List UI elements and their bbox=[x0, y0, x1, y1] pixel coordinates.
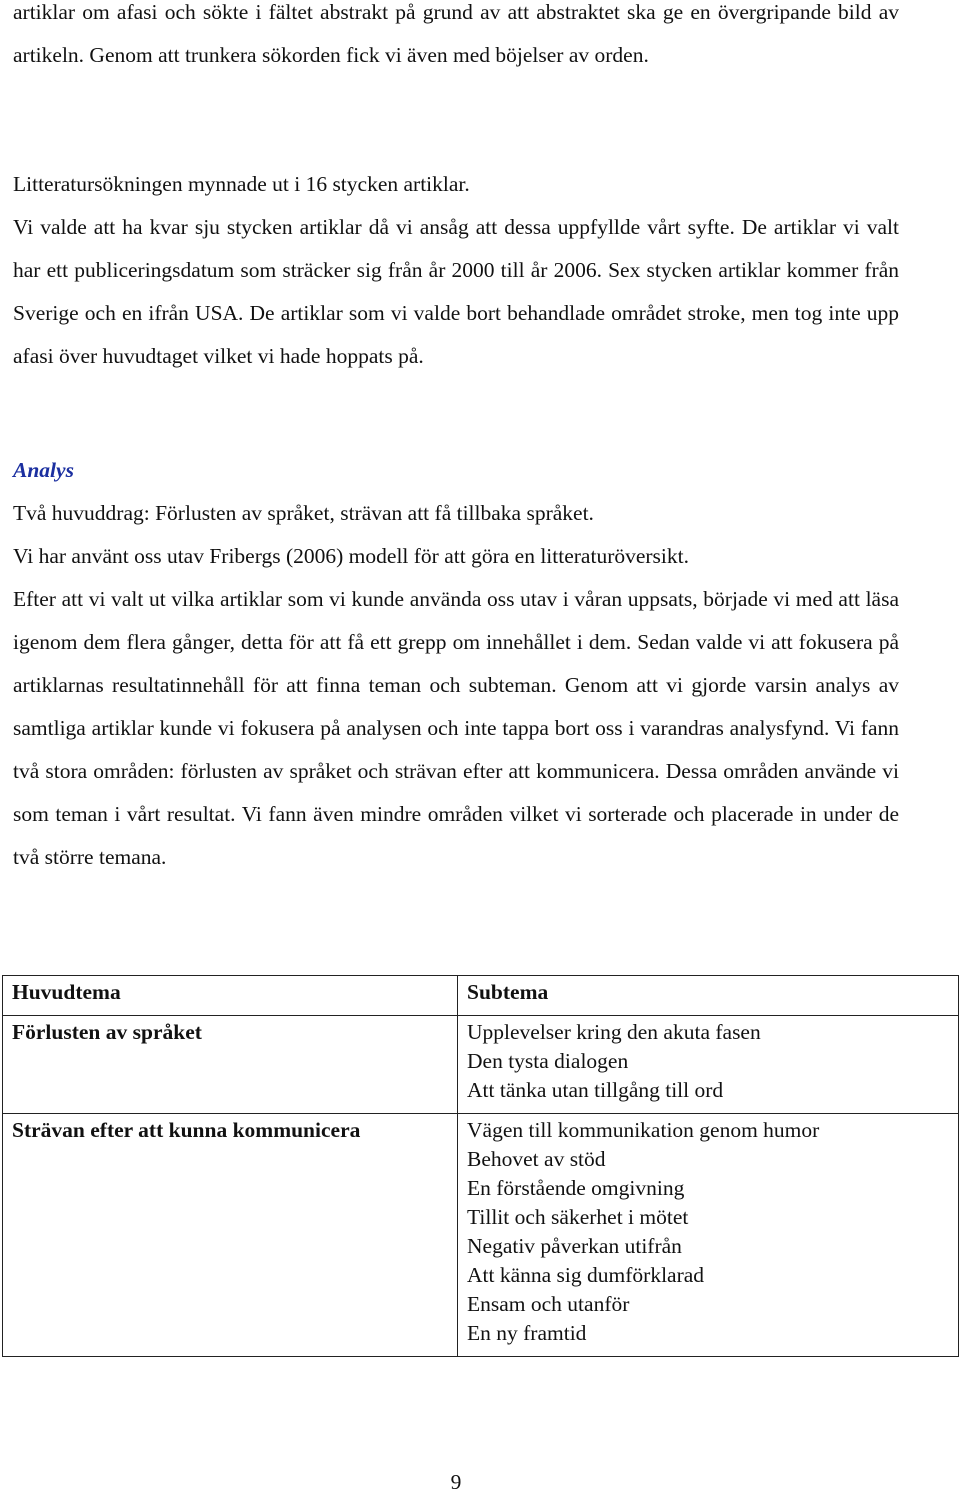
intro-paragraph: artiklar om afasi och sökte i fältet abstrakt på grund av att abstraktet ska ge en övergripande bild av artikeln. Genom att trunkera sökorden fick vi även med böjelser av orden. bbox=[13, 0, 899, 67]
subtheme-item: Tillit och säkerhet i mötet bbox=[467, 1205, 689, 1229]
subtheme-item: Upplevelser kring den akuta fasen bbox=[467, 1020, 761, 1044]
subtheme-item: En ny framtid bbox=[467, 1321, 587, 1345]
result-count-paragraph: Litteratursökningen mynnade ut i 16 stycken artiklar. bbox=[13, 172, 470, 196]
main-theme-cell: Förlusten av språket bbox=[3, 1016, 458, 1114]
analysis-heading: Analys bbox=[13, 458, 74, 482]
subtheme-item: En förstående omgivning bbox=[467, 1176, 685, 1200]
table-header-subtheme: Subtema bbox=[458, 976, 959, 1016]
subtheme-cell bbox=[458, 1016, 959, 1114]
page-number: 9 bbox=[450, 1470, 462, 1494]
subtheme-item: Att tänka utan tillgång till ord bbox=[467, 1078, 724, 1102]
analysis-line-1: Två huvuddrag: Förlusten av språket, strävan att få tillbaka språket. bbox=[13, 501, 594, 525]
subtheme-item: Att känna sig dumförklarad bbox=[467, 1263, 705, 1287]
selection-paragraph: Vi valde att ha kvar sju stycken artiklar då vi ansåg att dessa uppfyllde vårt syfte. De artiklar vi valt har ett publiceringsdatum som sträcker sig från år 2000 till år 2006. Sex stycken artiklar kommer från Sverige och en ifrån USA. De artiklar som vi valde bort behandlade området stroke, men tog inte upp afasi över huvudtaget vilket vi hade hoppats på. bbox=[13, 215, 899, 368]
subtheme-item: Ensam och utanför bbox=[467, 1292, 630, 1316]
subtheme-item: Den tysta dialogen bbox=[467, 1049, 629, 1073]
table-header-main-theme: Huvudtema bbox=[3, 976, 458, 1016]
analysis-line-2: Vi har använt oss utav Fribergs (2006) modell för att göra en litteraturöversikt. bbox=[13, 544, 689, 568]
subtheme-item: Vägen till kommunikation genom humor bbox=[467, 1118, 820, 1142]
analysis-body-paragraph: Efter att vi valt ut vilka artiklar som vi kunde använda oss utav i våran uppsats, började vi med att läsa igenom dem flera gånger, detta för att få ett grepp om innehållet i dem. Sedan valde vi att fokusera på artiklarnas resultatinnehåll för att finna teman och subteman. Genom att vi gjorde varsin analys av samtliga artiklar kunde vi fokusera på analysen och inte tappa bort oss i varandras analysfynd. Vi fann två stora områden: förlusten av språket och strävan efter att kommunicera. Dessa områden använde vi som teman i vårt resultat. Vi fann även mindre områden vilket vi sorterade och placerade in under de två större temana. bbox=[13, 587, 899, 869]
table-row bbox=[3, 1114, 959, 1357]
main-theme-cell: Strävan efter att kunna kommunicera bbox=[3, 1114, 458, 1357]
table-header-row bbox=[3, 976, 959, 1016]
subtheme-item: Negativ påverkan utifrån bbox=[467, 1234, 682, 1258]
subtheme-cell bbox=[458, 1114, 959, 1357]
table-row bbox=[3, 1016, 959, 1114]
subtheme-item: Behovet av stöd bbox=[467, 1147, 606, 1171]
themes-table bbox=[2, 975, 959, 1357]
